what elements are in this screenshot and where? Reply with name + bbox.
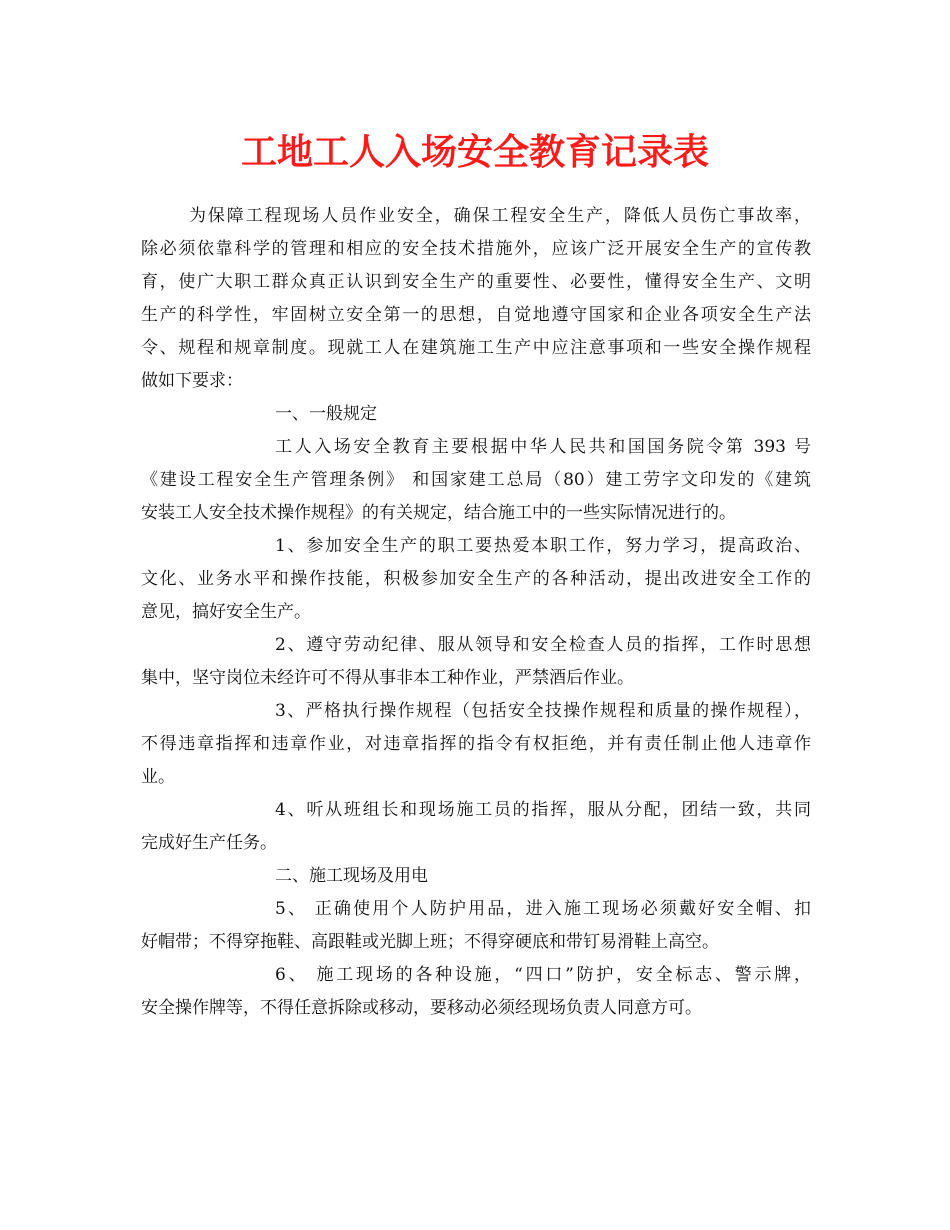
intro-line-6: 做如下要求： [141,371,243,391]
rule-3-line-1: 3、严格执行操作规程（包括安全技操作规程和质量的操作规程）， [275,701,811,721]
section-heading-general: 一、一般规定 [275,404,377,424]
rule-3-line-2: 不得违章指挥和违章作业，对违章指挥的指令有权拒绝，并有责任制止他人违章作 [141,734,811,754]
general-line-1: 工人入场安全教育主要根据中华人民共和国国务院令第 393 号 [275,437,811,457]
rule-4-line-2: 完成好生产任务。 [141,833,277,853]
document-title: 工地工人入场安全教育记录表 [240,131,709,173]
rule-1-line-3: 意见，搞好安全生产。 [141,602,311,622]
intro-line-5: 令、规程和规章制度。现就工人在建筑施工生产中应注意事项和一些安全操作规程 [141,338,811,358]
rule-6-line-2: 安全操作牌等，不得任意拆除或移动，要移动必须经现场负责人同意方可。 [141,998,702,1018]
intro-line-4: 生产的科学性，牢固树立安全第一的思想，自觉地遵守国家和企业各项安全生产法 [141,305,811,325]
rule-1-line-2: 文化、业务水平和操作技能，积极参加安全生产的各种活动，提出改进安全工作的 [141,569,811,589]
rule-2-line-1: 2、遵守劳动纪律、服从领导和安全检查人员的指挥，工作时思想 [275,635,811,655]
rule-3-line-3: 业。 [141,767,175,787]
rule-2-line-2: 集中，坚守岗位未经许可不得从事非本工种作业，严禁酒后作业。 [141,668,634,688]
section-heading-site-electricity: 二、施工现场及用电 [275,866,428,886]
intro-line-1: 为保障工程现场人员作业安全，确保工程安全生产，降低人员伤亡事故率， [189,206,811,226]
general-line-2: 《建设工程安全生产管理条例》 和国家建工总局（80）建工劳字文印发的《建筑 [141,470,811,490]
rule-5-line-2: 好帽带；不得穿拖鞋、高跟鞋或光脚上班；不得穿硬底和带钉易滑鞋上高空。 [141,932,719,952]
rule-6-line-1: 6、 施工现场的各种设施，“四口”防护，安全标志、警示牌， [275,965,811,985]
document-body [141,200,811,1025]
rule-5-line-1: 5、 正确使用个人防护用品，进入施工现场必须戴好安全帽、扣 [275,899,811,919]
rule-1-line-1: 1、参加安全生产的职工要热爱本职工作，努力学习，提高政治、 [275,536,811,556]
general-line-3: 安装工人安全技术操作规程》的有关规定，结合施工中的一些实际情况进行的。 [141,503,736,523]
intro-line-3: 育，使广大职工群众真正认识到安全生产的重要性、必要性，懂得安全生产、文明 [141,272,811,292]
rule-4-line-1: 4、听从班组长和现场施工员的指挥，服从分配，团结一致，共同 [275,800,811,820]
intro-line-2: 除必须依靠科学的管理和相应的安全技术措施外，应该广泛开展安全生产的宣传教 [141,239,811,259]
